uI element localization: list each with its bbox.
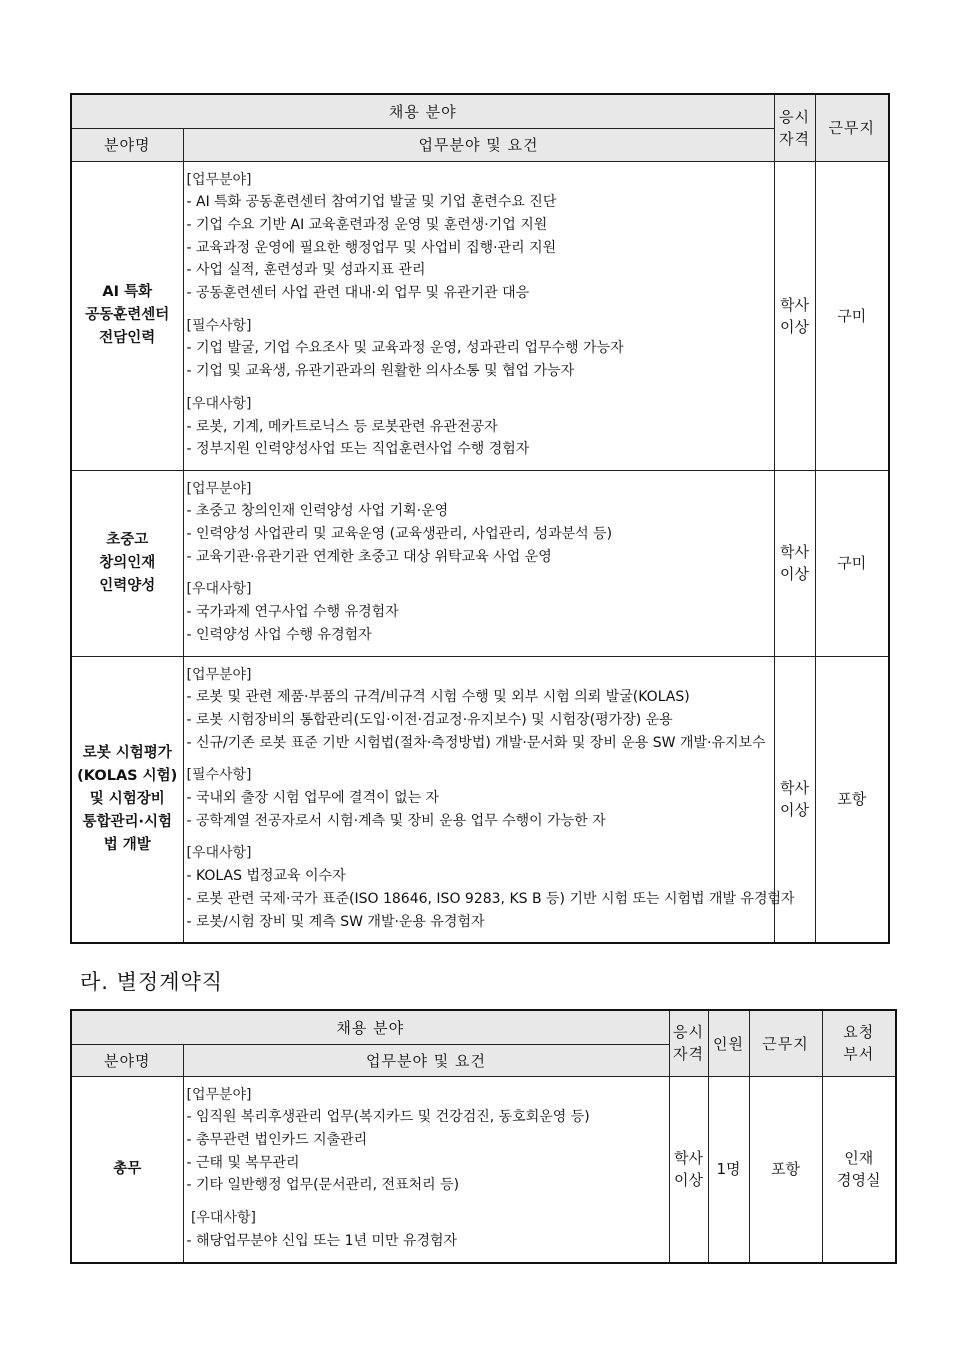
- requirement-item: - 로봇 및 관련 제품·부품의 규격/비규격 시험 수행 및 외부 시험 의뢰 발굴(KOLAS): [186, 689, 690, 706]
- requirement-section: [186, 842, 795, 933]
- requirement-item: - 기업 발굴, 기업 수요조사 및 교육과정 운영, 성과관리 업무수행 가능자: [186, 340, 624, 357]
- requirement-item: - 기업 및 교육생, 유관기관과의 원활한 의사소통 및 협업 가능자: [186, 363, 575, 380]
- requirement-item: - 초중고 창의인재 인력양성 사업 기획·운영: [186, 503, 449, 520]
- requirement-item: - 인력양성 사업관리 및 교육운영 (교육생관리, 사업관리, 성과분석 등): [186, 525, 613, 542]
- requirement-item: - 신규/기존 로봇 표준 기반 시험법(절차·측정방법) 개발·문서화 및 장비 운용 SW 개발·유지보수: [186, 734, 766, 751]
- requirement-item: - 해당업무분야 신입 또는 1년 미만 유경험자: [186, 1232, 458, 1249]
- header-location: 근무지: [749, 1010, 822, 1076]
- qualification: 학사 이상: [669, 1076, 708, 1263]
- requirement-item: - 로봇, 기계, 메카트로닉스 등 로봇관련 유관전공자: [186, 418, 498, 435]
- qualification: 학사 이상: [774, 161, 815, 470]
- recruitment-table-2: [70, 1009, 897, 1264]
- requirement-section: [187, 664, 774, 755]
- field-name: 총무: [71, 1076, 183, 1263]
- requirement-item: - 사업 실적, 훈련성과 및 성과지표 관리: [186, 262, 426, 279]
- field-duties: [183, 161, 774, 470]
- header-location: 근무지: [815, 94, 889, 161]
- section-title: [우대사항]: [186, 1210, 256, 1227]
- section-title: [우대사항]: [186, 845, 252, 862]
- table-row: [71, 470, 889, 656]
- table-row: [71, 161, 889, 470]
- header-field-name: 분야명: [71, 128, 183, 161]
- requirement-item: - AI 특화 공동훈련센터 참여기업 발굴 및 기업 훈련수요 진단: [186, 194, 557, 211]
- requirement-item: - 교육기관·유관기관 연계한 초중고 대상 위탁교육 사업 운영: [186, 548, 552, 565]
- requirement-item: - 공동훈련센터 사업 관련 대내·외 업무 및 유관기관 대응: [186, 285, 530, 302]
- requirement-item: - 교육과정 운영에 필요한 행정업무 및 사업비 집행·관리 지원: [186, 239, 557, 256]
- requirement-item: - 기업 수요 기반 AI 교육훈련과정 운영 및 훈련생·기업 지원: [186, 216, 548, 233]
- header-duty: 업무분야 및 요건: [183, 128, 774, 161]
- header-group: 채용 분야: [71, 94, 774, 128]
- field-name: 로봇 시험평가 (KOLAS 시험) 및 시험장비 통합관리·시험 법 개발: [71, 656, 183, 943]
- header-department: 요청 부서: [822, 1010, 896, 1076]
- headcount: 1명: [708, 1076, 749, 1263]
- table-row: [71, 656, 889, 943]
- requirement-item: - 국가과제 연구사업 수행 유경험자: [186, 604, 399, 621]
- requirement-section: [187, 578, 774, 646]
- field-duties: [183, 470, 774, 656]
- field-duties: [183, 1076, 669, 1263]
- header-field-name: 분야명: [71, 1044, 183, 1076]
- location: 포항: [815, 656, 889, 943]
- section-title: [필수사항]: [186, 317, 252, 334]
- field-name: AI 특화 공동훈련센터 전담인력: [71, 161, 183, 470]
- requirement-section: [187, 478, 774, 569]
- requirement-item: - 정부지원 인력양성사업 또는 직업훈련사업 수행 경험자: [186, 441, 530, 458]
- requirement-item: - 인력양성 사업 수행 유경험자: [186, 626, 372, 643]
- requirement-item: - 기타 일반행정 업무(문서관리, 전표처리 등): [186, 1177, 460, 1194]
- requirement-item: - KOLAS 법정교육 이수자: [186, 868, 346, 885]
- section-title: [업무분야]: [186, 480, 252, 497]
- qualification: 학사 이상: [774, 656, 815, 943]
- requirement-section: [187, 764, 774, 832]
- header-qualification: 응시 자격: [669, 1010, 708, 1076]
- qualification: 학사 이상: [774, 470, 815, 656]
- requirement-item: - 로봇/시험 장비 및 계측 SW 개발·운용 유경험자: [186, 913, 485, 930]
- recruitment-table-1: [70, 93, 890, 944]
- table-row: [71, 1076, 896, 1263]
- section-title: [우대사항]: [186, 395, 252, 412]
- requirement-section: [187, 1207, 669, 1252]
- section-title: [업무분야]: [186, 171, 252, 188]
- requirement-section: [187, 393, 774, 461]
- requirement-section: [187, 315, 774, 383]
- field-name: 초중고 창의인재 인력양성: [71, 470, 183, 656]
- header-group: 채용 분야: [71, 1010, 669, 1044]
- requirement-item: - 총무관련 법인카드 지출관리: [186, 1131, 368, 1148]
- requirement-item: - 근태 및 복무관리: [186, 1154, 300, 1171]
- department: 인재 경영실: [822, 1076, 896, 1263]
- section-title: [필수사항]: [186, 767, 252, 784]
- requirement-item: - 로봇 관련 국제·국가 표준(ISO 18646, ISO 9283, KS B 등) 기반 시험 또는 시험법 개발 유경험자: [186, 890, 795, 907]
- location: 구미: [815, 161, 889, 470]
- section-title: [업무분야]: [186, 1086, 252, 1103]
- section-title: [우대사항]: [186, 581, 252, 598]
- section-heading: 라. 별정계약직: [80, 970, 224, 994]
- requirement-item: - 임직원 복리후생관리 업무(복지카드 및 건강검진, 동호회운영 등): [186, 1109, 590, 1126]
- requirement-item: - 국내외 출장 시험 업무에 결격이 없는 자: [186, 790, 440, 807]
- header-count: 인원: [708, 1010, 749, 1076]
- header-duty: 업무분야 및 요건: [183, 1044, 669, 1076]
- requirement-item: - 로봇 시험장비의 통합관리(도입·이전·검교정·유지보수) 및 시험장(평가장) 운용: [186, 711, 673, 728]
- location: 구미: [815, 470, 889, 656]
- section-title: [업무분야]: [186, 666, 252, 683]
- location: 포항: [749, 1076, 822, 1263]
- requirement-item: - 공학계열 전공자로서 시험·계측 및 장비 운용 업무 수행이 가능한 자: [186, 812, 606, 829]
- requirement-section: [187, 1084, 669, 1198]
- header-qualification: 응시 자격: [774, 94, 815, 161]
- requirement-section: [187, 169, 774, 305]
